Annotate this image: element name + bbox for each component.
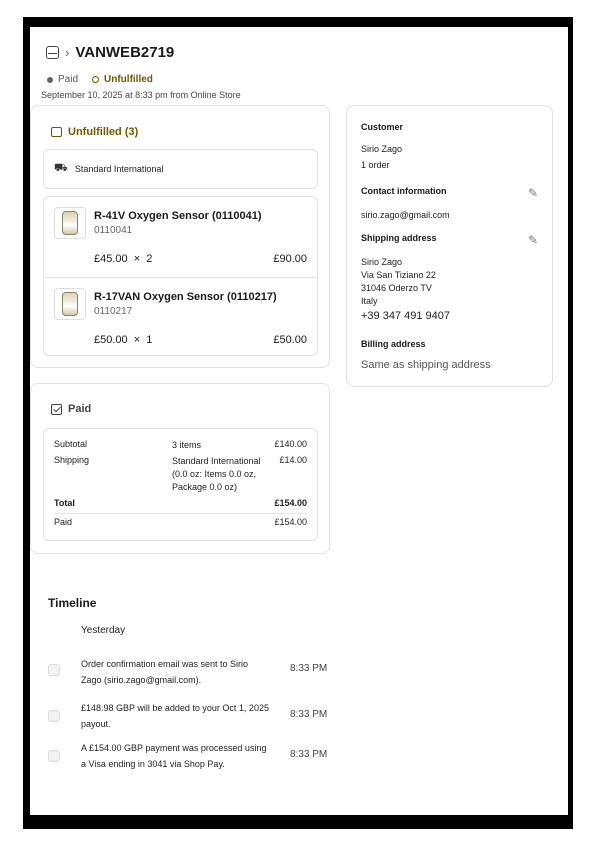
- billing-heading: Billing address: [361, 339, 426, 349]
- total-label: Total: [54, 498, 75, 508]
- ring-icon: [92, 76, 99, 83]
- event-text: Order confirmation email was sent to Sirio Zago (sirio.zago@gmail.com).: [81, 659, 249, 685]
- event-time: 8:33 PM: [290, 663, 328, 674]
- payment-status-badge: [47, 74, 78, 85]
- address-country: Italy: [361, 296, 378, 306]
- line-items: [43, 196, 318, 356]
- price-quantity: [94, 253, 152, 265]
- times-sign: ×: [133, 334, 141, 346]
- event-time: 8:33 PM: [290, 709, 328, 720]
- payment-status-label: Paid: [58, 74, 79, 85]
- timeline-title: Timeline: [48, 596, 97, 610]
- customer-card: [346, 105, 553, 387]
- line-total: £90.00: [273, 253, 307, 265]
- payment-card-title-label: Paid: [68, 403, 92, 415]
- line-item: [44, 277, 317, 357]
- customer-heading: Customer: [361, 122, 404, 132]
- fulfillment-card-title-label: Unfulfilled (3): [68, 126, 139, 138]
- product-thumbnail[interactable]: [54, 207, 86, 239]
- product-sku: 0110041: [94, 225, 133, 236]
- event-marker: [48, 750, 60, 762]
- quantity: 1: [146, 334, 153, 346]
- shipping-method-label: Standard International: [74, 164, 164, 174]
- product-name[interactable]: R-41V Oxygen Sensor (0110041): [94, 210, 262, 222]
- timeline-day: Yesterday: [81, 625, 126, 636]
- fulfillment-status-label: Unfulfilled: [104, 74, 153, 85]
- address-phone: +39 347 491 9407: [361, 310, 451, 322]
- event-marker: [48, 710, 60, 722]
- page-title: VANWEB2719: [75, 44, 175, 61]
- event-marker: [48, 664, 60, 676]
- shipping-label: Shipping: [54, 455, 90, 465]
- event-time: 8:33 PM: [290, 749, 328, 760]
- payment-card: [30, 383, 330, 554]
- subtotal-amount: £140.00: [274, 439, 307, 449]
- contact-heading: Contact information: [361, 186, 447, 196]
- fulfillment-card: [30, 105, 330, 368]
- pencil-icon[interactable]: ✎: [527, 233, 538, 247]
- shipping-amount: £14.00: [279, 455, 307, 465]
- pencil-icon[interactable]: ✎: [527, 186, 538, 200]
- breadcrumb-separator: ›: [65, 45, 70, 60]
- product-thumbnail[interactable]: [54, 288, 86, 320]
- order-date: September 10, 2025 at 8:33 pm from Online Store: [41, 90, 241, 100]
- divider: [54, 513, 307, 514]
- order-header: [46, 44, 174, 61]
- payment-summary: [43, 428, 318, 541]
- address-name: Sirio Zago: [361, 257, 403, 267]
- customer-name[interactable]: Sirio Zago: [361, 144, 403, 154]
- price-quantity: [94, 334, 152, 346]
- address-city: 31046 Oderzo TV: [361, 283, 432, 293]
- paid-label: Paid: [54, 517, 73, 527]
- billing-value: Same as shipping address: [361, 359, 491, 371]
- address-street: Via San Tiziano 22: [361, 270, 436, 280]
- order-count[interactable]: 1 order: [361, 160, 390, 170]
- shipping-desc: Standard International (0.0 oz: Items 0.0 oz, Package 0.0 oz): [172, 456, 261, 492]
- payment-card-title: [51, 403, 91, 415]
- sensor-image: [62, 292, 78, 316]
- line-total: £50.00: [273, 334, 307, 346]
- line-item: [44, 197, 317, 277]
- shipping-address-heading: Shipping address: [361, 233, 437, 243]
- unit-price: £45.00: [94, 253, 128, 265]
- package-icon: [51, 127, 62, 137]
- unit-price: £50.00: [94, 334, 128, 346]
- quantity: 2: [146, 253, 153, 265]
- event-text: A £154.00 GBP payment was processed using a Visa ending in 3041 via Shop Pay.: [81, 743, 267, 769]
- status-badges: [47, 74, 153, 85]
- event-text: £148.98 GBP will be added to your Oct 1, 2025 payout.: [81, 703, 269, 729]
- product-name[interactable]: R-17VAN Oxygen Sensor (0110217): [94, 291, 277, 303]
- total-amount: £154.00: [274, 498, 307, 508]
- truck-icon: ⛟: [54, 162, 68, 174]
- fulfillment-card-title: [51, 126, 138, 138]
- times-sign: ×: [133, 253, 141, 265]
- sensor-image: [62, 211, 78, 235]
- shipping-method-box: [43, 149, 318, 189]
- inbox-icon[interactable]: [46, 46, 59, 59]
- dot-icon: [47, 77, 53, 83]
- subtotal-label: Subtotal: [54, 439, 88, 449]
- fulfillment-status-badge: [92, 74, 153, 85]
- subtotal-desc: 3 items: [172, 440, 202, 450]
- product-sku: 0110217: [94, 306, 133, 317]
- customer-email[interactable]: sirio.zago@gmail.com: [361, 210, 450, 220]
- checkbox-icon: [51, 404, 62, 415]
- paid-amount: £154.00: [274, 517, 307, 527]
